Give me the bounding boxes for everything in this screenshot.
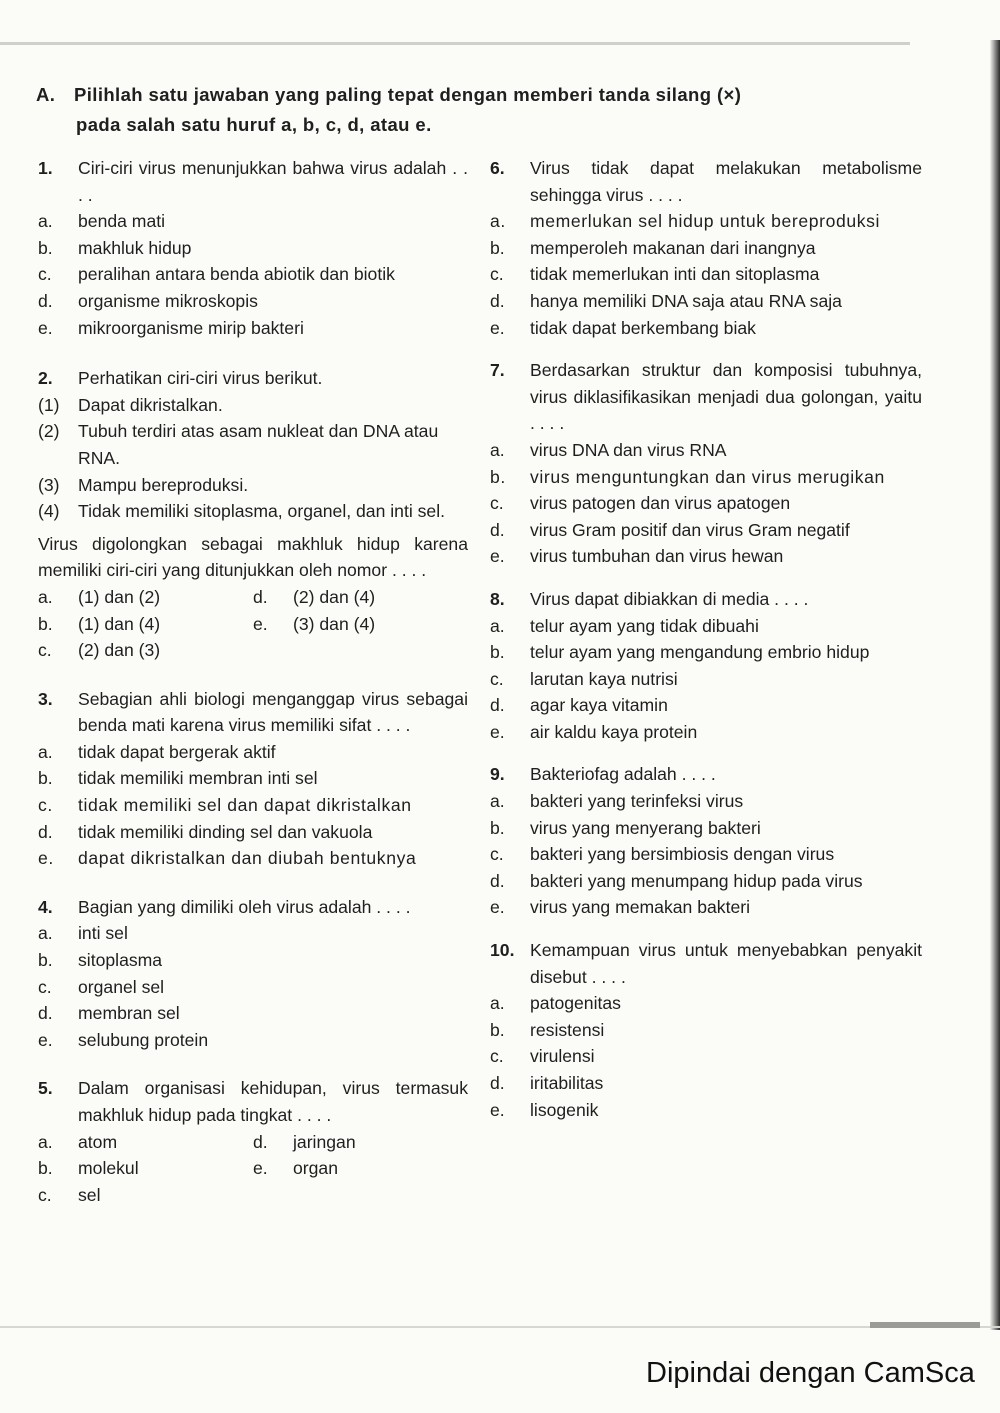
- instruction-line-2: pada salah satu huruf a, b, c, d, atau e.: [76, 114, 432, 135]
- statement-1: (1) Dapat dikristalkan.: [38, 394, 223, 415]
- option-10e[interactable]: e. lisogenik: [490, 1099, 599, 1120]
- question-number: 7.: [490, 360, 505, 381]
- question-stem: Virus tidak dapat melakukan metabolisme sehingga virus . . . .: [530, 158, 922, 205]
- option-9c[interactable]: c. bakteri yang bersimbiosis dengan virus: [490, 844, 835, 865]
- option-6e[interactable]: e. tidak dapat berkembang biak: [490, 317, 756, 338]
- right-column: [490, 155, 922, 1123]
- left-column: [38, 155, 468, 1208]
- option-10b[interactable]: b. resistensi: [490, 1019, 605, 1040]
- scan-bottom-mark: [870, 1322, 980, 1328]
- scan-top-border: [0, 42, 910, 45]
- statement-4: (4) Tidak memiliki sitoplasma, organel, dan inti sel.: [38, 501, 446, 522]
- question-7: [490, 357, 922, 437]
- option-1d[interactable]: d. organisme mikroskopis: [38, 290, 258, 311]
- option-1b[interactable]: b. makhluk hidup: [38, 237, 192, 258]
- scan-bottom-border: [0, 1326, 1000, 1328]
- option-8d[interactable]: d. agar kaya vitamin: [490, 695, 668, 716]
- question-number: 3.: [38, 688, 53, 709]
- statement-2: (2) Tubuh terdiri atas asam nukleat dan DNA atau RNA.: [38, 421, 439, 468]
- statement-3: (3) Mampu bereproduksi.: [38, 474, 249, 495]
- option-2d[interactable]: d. (2) dan (4): [253, 586, 376, 607]
- option-4b[interactable]: b. sitoplasma: [38, 950, 163, 971]
- question-stem: Perhatikan ciri-ciri virus berikut.: [78, 368, 323, 389]
- question-number: 10.: [490, 940, 515, 961]
- question-number: 1.: [38, 158, 53, 178]
- option-8b[interactable]: b. telur ayam yang mengandung embrio hidup: [490, 642, 870, 663]
- option-7d[interactable]: d. virus Gram positif dan virus Gram negatif: [490, 519, 850, 540]
- option-6b[interactable]: b. memperoleh makanan dari inangnya: [490, 237, 816, 258]
- question-number: 8.: [490, 588, 505, 609]
- option-4a[interactable]: a. inti sel: [38, 923, 128, 944]
- question-3: [38, 686, 468, 739]
- question-8: [490, 586, 922, 613]
- option-7c[interactable]: c. virus patogen dan virus apatogen: [490, 493, 791, 514]
- section-label: A.: [36, 84, 56, 105]
- option-4d[interactable]: d. membran sel: [38, 1003, 180, 1024]
- option-3e[interactable]: e. dapat dikristalkan dan diubah bentuknya: [38, 848, 417, 869]
- option-7a[interactable]: a. virus DNA dan virus RNA: [490, 439, 727, 460]
- option-2e[interactable]: e. (3) dan (4): [253, 613, 376, 634]
- option-3b[interactable]: b. tidak memiliki membran inti sel: [38, 768, 318, 789]
- option-2b[interactable]: b. (1) dan (4): [38, 613, 161, 634]
- option-5c[interactable]: c. sel: [38, 1184, 101, 1205]
- option-9e[interactable]: e. virus yang memakan bakteri: [490, 897, 751, 918]
- question-stem: Kemampuan virus untuk menyebabkan penyakit disebut . . . .: [530, 940, 922, 987]
- question-2-stem-2: Virus digolongkan sebagai makhluk hidup karena memiliki ciri-ciri yang ditunjukkan oleh nomor . . . .: [38, 533, 468, 581]
- option-5e[interactable]: e. organ: [253, 1158, 338, 1179]
- question-5: [38, 1075, 468, 1128]
- question-4: [38, 894, 468, 921]
- option-9a[interactable]: a. bakteri yang terinfeksi virus: [490, 791, 744, 812]
- question-1: [38, 155, 468, 208]
- question-stem: Bagian yang dimiliki oleh virus adalah . . . .: [78, 896, 411, 917]
- section-instruction: [36, 80, 886, 140]
- scan-right-shadow: [990, 40, 1000, 1330]
- option-2a[interactable]: a. (1) dan (2): [38, 586, 161, 607]
- question-9: [490, 761, 922, 788]
- option-9b[interactable]: b. virus yang menyerang bakteri: [490, 817, 761, 838]
- question-number: 5.: [38, 1078, 53, 1099]
- scanner-watermark: Dipindai dengan CamSca: [646, 1357, 975, 1389]
- option-10a[interactable]: a. patogenitas: [490, 993, 621, 1014]
- option-6d[interactable]: d. hanya memiliki DNA saja atau RNA saja: [490, 290, 842, 311]
- question-number: 4.: [38, 896, 53, 917]
- option-5a[interactable]: a. atom: [38, 1131, 118, 1152]
- question-stem: Bakteriofag adalah . . . .: [530, 764, 716, 785]
- option-3a[interactable]: a. tidak dapat bergerak aktif: [38, 741, 276, 762]
- question-number: 6.: [490, 158, 505, 178]
- option-10c[interactable]: c. virulensi: [490, 1046, 595, 1067]
- option-6c[interactable]: c. tidak memerlukan inti dan sitoplasma: [490, 264, 820, 285]
- option-4c[interactable]: c. organel sel: [38, 976, 165, 997]
- question-stem: Sebagian ahli biologi menganggap virus sebagai benda mati karena virus memiliki sifat . . . .: [78, 688, 468, 736]
- question-stem: Ciri-ciri virus menunjukkan bahwa virus adalah . . . .: [78, 158, 468, 205]
- option-5b[interactable]: b. molekul: [38, 1158, 139, 1179]
- option-8e[interactable]: e. air kaldu kaya protein: [490, 721, 698, 742]
- question-number: 9.: [490, 764, 505, 785]
- option-4e[interactable]: e. selubung protein: [38, 1029, 209, 1050]
- instruction-line-1: Pilihlah satu jawaban yang paling tepat dengan memberi tanda silang (×): [74, 84, 742, 105]
- option-7e[interactable]: e. virus tumbuhan dan virus hewan: [490, 546, 784, 567]
- option-5d[interactable]: d. jaringan: [253, 1131, 356, 1152]
- question-stem: Berdasarkan struktur dan komposisi tubuhnya, virus diklasifikasikan menjadi dua golongan, yaitu . . . .: [530, 360, 922, 434]
- option-8a[interactable]: a. telur ayam yang tidak dibuahi: [490, 615, 759, 636]
- option-3d[interactable]: d. tidak memiliki dinding sel dan vakuola: [38, 821, 373, 842]
- option-3c[interactable]: c. tidak memiliki sel dan dapat dikristalkan: [38, 795, 412, 816]
- question-10: [490, 937, 922, 990]
- option-8c[interactable]: c. larutan kaya nutrisi: [490, 668, 678, 689]
- question-stem: Dalam organisasi kehidupan, virus termasuk makhluk hidup pada tingkat . . . .: [78, 1078, 468, 1125]
- option-1c[interactable]: c. peralihan antara benda abiotik dan biotik: [38, 264, 395, 285]
- question-6: [490, 155, 922, 208]
- option-9d[interactable]: d. bakteri yang menumpang hidup pada virus: [490, 870, 863, 891]
- option-6a[interactable]: a. memerlukan sel hidup untuk bereproduksi: [490, 211, 881, 232]
- option-1e[interactable]: e. mikroorganisme mirip bakteri: [38, 317, 304, 338]
- question-2: [38, 365, 468, 392]
- option-1a[interactable]: a. benda mati: [38, 211, 166, 232]
- question-number: 2.: [38, 368, 53, 389]
- option-10d[interactable]: d. iritabilitas: [490, 1073, 604, 1093]
- question-stem: Virus dapat dibiakkan di media . . . .: [530, 588, 809, 609]
- option-7b[interactable]: b. virus menguntungkan dan virus merugikan: [490, 466, 885, 487]
- option-2c[interactable]: c. (2) dan (3): [38, 640, 161, 661]
